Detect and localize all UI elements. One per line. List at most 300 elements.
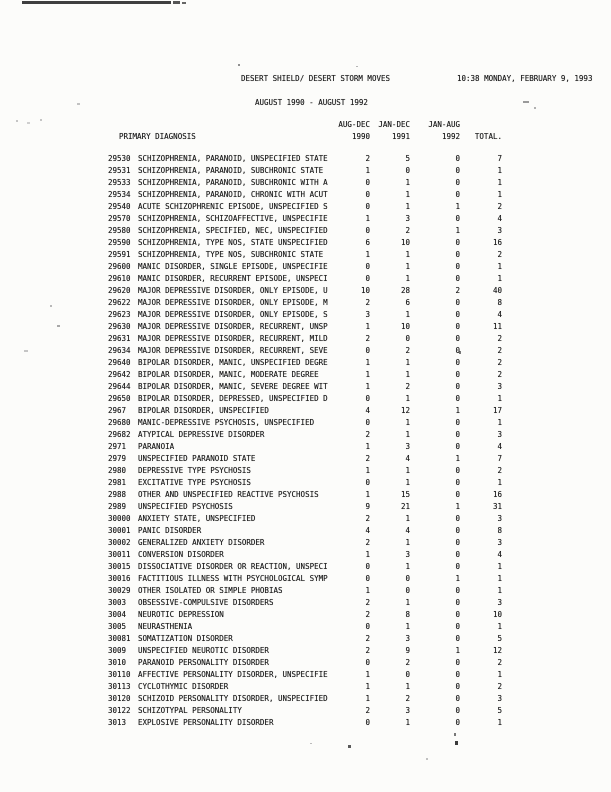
value-jan-dec-1991: 2 [405,382,410,391]
value-jan-dec-1991: 3 [405,706,410,715]
value-jan-aug-1992: 1 [455,502,460,511]
column-header-jan-dec: JAN-DEC [378,121,410,129]
diagnosis-code: 29630 [108,322,131,331]
value-jan-aug-1992: 2 [455,286,460,295]
diagnosis-code: 3004 [108,610,127,619]
diagnosis-code: 29570 [108,214,131,223]
diagnosis-code: 29540 [108,202,131,211]
value-jan-dec-1991: 0 [405,670,410,679]
value-aug-dec-1990: 0 [365,346,370,355]
value-jan-aug-1992: 0 [455,358,460,367]
value-jan-aug-1992: 0 [455,334,460,343]
scan-speck [310,743,312,744]
value-jan-dec-1991: 3 [405,550,410,559]
value-jan-aug-1992: 0 [455,718,460,727]
value-aug-dec-1990: 1 [365,358,370,367]
value-total: 4 [497,550,502,559]
value-aug-dec-1990: 2 [365,334,370,343]
diagnosis-label: SCHIZOTYPAL PERSONALITY [138,706,242,715]
value-total: 2 [497,370,502,379]
value-jan-aug-1992: 0 [455,430,460,439]
diagnosis-label: SOMATIZATION DISORDER [138,634,233,643]
diagnosis-label: SCHIZOPHRENIA, TYPE NOS, SUBCHRONIC STATE [138,250,324,259]
value-aug-dec-1990: 1 [365,550,370,559]
value-jan-dec-1991: 4 [405,454,410,463]
diagnosis-code: 29682 [108,430,131,439]
scan-speck [523,101,529,103]
value-jan-aug-1992: 0 [455,382,460,391]
value-aug-dec-1990: 2 [365,634,370,643]
diagnosis-label: ACUTE SCHIZOPHRENIC EPISODE, UNSPECIFIED S [138,202,328,211]
spacer [108,121,138,129]
value-jan-aug-1992: 0 [455,166,460,175]
column-header-total-line1 [460,121,502,129]
table-row [108,561,502,573]
value-total: 31 [492,502,502,511]
value-total: 3 [497,430,502,439]
value-total: 2 [497,682,502,691]
diagnosis-code: 29533 [108,178,131,187]
value-aug-dec-1990: 0 [365,202,370,211]
table-row [108,585,502,597]
value-jan-aug-1992: 0 [455,214,460,223]
value-total: 3 [497,598,502,607]
diagnosis-label: UNSPECIFIED PSYCHOSIS [138,502,233,511]
diagnosis-label: PARANOID PERSONALITY DISORDER [138,658,269,667]
table-row [108,525,502,537]
value-total: 11 [492,322,502,331]
value-total: 7 [497,454,502,463]
value-jan-aug-1992: 0 [455,178,460,187]
scan-speck [454,733,456,736]
diagnosis-label: GENERALIZED ANXIETY DISORDER [138,538,265,547]
diagnosis-code: 3013 [108,718,127,727]
value-jan-aug-1992: 1 [455,406,460,415]
diagnosis-label: MAJOR DEPRESSIVE DISORDER, ONLY EPISODE, U [138,286,328,295]
diagnosis-code: 30000 [108,514,131,523]
value-jan-aug-1992: 0 [455,190,460,199]
diagnosis-label: ATYPICAL DEPRESSIVE DISORDER [138,430,265,439]
diagnosis-label: DISSOCIATIVE DISORDER OR REACTION, UNSPECI [138,562,328,571]
value-aug-dec-1990: 2 [365,538,370,547]
diagnosis-code: 2967 [108,406,127,415]
value-aug-dec-1990: 9 [365,502,370,511]
value-jan-aug-1992: 0 [455,682,460,691]
value-jan-dec-1991: 1 [405,178,410,187]
table-row [108,261,502,273]
diagnosis-code: 2980 [108,466,127,475]
diagnosis-label: SCHIZOPHRENIA, SCHIZOAFFECTIVE, UNSPECIFIE [138,214,328,223]
diagnosis-label: UNSPECIFIED PARANOID STATE [138,454,256,463]
value-jan-dec-1991: 1 [405,514,410,523]
diagnosis-code: 30016 [108,574,131,583]
table-row [108,465,502,477]
diagnosis-label: SCHIZOID PERSONALITY DISORDER, UNSPECIFIED [138,694,328,703]
diagnosis-code: 30001 [108,526,131,535]
value-jan-aug-1992: 0 [455,526,460,535]
scan-speck [40,119,42,121]
spacer [138,121,330,129]
value-total: 3 [497,538,502,547]
value-jan-aug-1992: 0 [455,586,460,595]
value-jan-aug-1992: 0 [455,634,460,643]
value-jan-aug-1992: 0 [455,478,460,487]
diagnosis-label: CONVERSION DISORDER [138,550,224,559]
table-row [108,705,502,717]
value-aug-dec-1990: 0 [365,658,370,667]
value-jan-dec-1991: 5 [405,154,410,163]
value-aug-dec-1990: 1 [365,370,370,379]
value-total: 1 [497,262,502,271]
value-jan-dec-1991: 2 [405,346,410,355]
value-aug-dec-1990: 0 [365,478,370,487]
diagnosis-label: MAJOR DEPRESSIVE DISORDER, RECURRENT, MILD [138,334,328,343]
value-aug-dec-1990: 1 [365,586,370,595]
diagnosis-code: 30113 [108,682,131,691]
scan-speck [77,103,80,105]
diagnosis-label: MAJOR DEPRESSIVE DISORDER, RECURRENT, UNSP [138,322,328,331]
diagnosis-label: NEURASTHENIA [138,622,193,631]
diagnosis-code: 3010 [108,658,127,667]
value-jan-aug-1992: 0 [455,370,460,379]
value-aug-dec-1990: 2 [365,610,370,619]
value-jan-dec-1991: 1 [405,274,410,283]
table-row [108,177,502,189]
value-aug-dec-1990: 1 [365,250,370,259]
table-row [108,237,502,249]
diagnosis-label: DEPRESSIVE TYPE PSYCHOSIS [138,466,251,475]
scan-speck [455,741,458,745]
diagnosis-code: 29680 [108,418,131,427]
value-total: 2 [497,466,502,475]
value-jan-dec-1991: 9 [405,646,410,655]
value-aug-dec-1990: 0 [365,418,370,427]
diagnosis-code: 3009 [108,646,127,655]
value-total: 2 [497,202,502,211]
value-jan-dec-1991: 2 [405,658,410,667]
column-header-total: TOTAL. [474,133,502,141]
table-row [108,597,502,609]
value-total: 1 [497,586,502,595]
value-jan-aug-1992: 0 [455,622,460,631]
diagnosis-code: 2979 [108,454,127,463]
diagnosis-code: 29531 [108,166,131,175]
diagnosis-label: ANXIETY STATE, UNSPECIFIED [138,514,256,523]
diagnosis-label: OTHER ISOLATED OR SIMPLE PHOBIAS [138,586,283,595]
value-jan-dec-1991: 10 [400,322,410,331]
diagnosis-label: PARANOIA [138,442,175,451]
table-row [108,225,502,237]
value-total: 5 [497,706,502,715]
value-total: 1 [497,574,502,583]
diagnosis-code: 29610 [108,274,131,283]
value-jan-dec-1991: 1 [405,418,410,427]
value-aug-dec-1990: 0 [365,718,370,727]
diagnosis-code: 29622 [108,298,131,307]
value-aug-dec-1990: 0 [365,226,370,235]
value-jan-dec-1991: 0 [405,166,410,175]
diagnosis-code: 29534 [108,190,131,199]
value-total: 7 [497,154,502,163]
value-total: 1 [497,562,502,571]
table-row [108,717,502,729]
value-total: 1 [497,178,502,187]
value-jan-dec-1991: 1 [405,718,410,727]
value-jan-aug-1992: 1 [455,202,460,211]
value-aug-dec-1990: 2 [365,598,370,607]
diagnosis-label: MAJOR DEPRESSIVE DISORDER, RECURRENT, SEVE [138,346,328,355]
scan-speck [16,120,18,122]
diagnosis-code: 2971 [108,442,127,451]
value-jan-dec-1991: 1 [405,262,410,271]
table-row [108,609,502,621]
scan-speck [182,2,186,4]
value-jan-dec-1991: 1 [405,358,410,367]
value-aug-dec-1990: 0 [365,274,370,283]
diagnosis-label: MAJOR DEPRESSIVE DISORDER, ONLY EPISODE, S [138,310,328,319]
diagnosis-code: 29580 [108,226,131,235]
value-jan-aug-1992: 0 [455,238,460,247]
diagnosis-label: OTHER AND UNSPECIFIED REACTIVE PSYCHOSIS [138,490,319,499]
diagnosis-code: 30011 [108,550,131,559]
value-aug-dec-1990: 10 [360,286,370,295]
diagnosis-label: SCHIZOPHRENIA, SPECIFIED, NEC, UNSPECIFIED [138,226,328,235]
table-row [108,189,502,201]
table-rows [108,153,502,729]
value-total: 2 [497,346,502,355]
diagnosis-code: 29600 [108,262,131,271]
value-total: 10 [492,610,502,619]
value-aug-dec-1990: 0 [365,622,370,631]
value-jan-aug-1992: 1 [455,574,460,583]
table-row [108,477,502,489]
scan-speck [348,745,351,748]
value-aug-dec-1990: 1 [365,490,370,499]
table-row [108,321,502,333]
value-jan-dec-1991: 1 [405,598,410,607]
diagnosis-code: 30120 [108,694,131,703]
report-timestamp: 10:38 MONDAY, FEBRUARY 9, 1993 [457,74,593,83]
diagnosis-label: BIPOLAR DISORDER, MANIC, SEVERE DEGREE WIT [138,382,328,391]
value-aug-dec-1990: 1 [365,166,370,175]
value-aug-dec-1990: 1 [365,682,370,691]
value-jan-aug-1992: 0 [455,466,460,475]
value-aug-dec-1990: 1 [365,442,370,451]
scan-speck [50,305,52,307]
value-jan-aug-1992: 0 [455,250,460,259]
scan-speck [356,66,358,67]
diagnosis-code: 30029 [108,586,131,595]
scan-speck [57,325,60,327]
value-aug-dec-1990: 1 [365,670,370,679]
diagnosis-label: SCHIZOPHRENIA, PARANOID, CHRONIC WITH ACUT [138,190,328,199]
table-row [108,573,502,585]
value-total: 3 [497,694,502,703]
column-header-1991: 1991 [391,133,410,141]
value-jan-aug-1992: 0 [455,394,460,403]
value-aug-dec-1990: 2 [365,298,370,307]
value-total: 16 [492,490,502,499]
diagnosis-label: UNSPECIFIED NEUROTIC DISORDER [138,646,269,655]
scan-speck [426,758,428,760]
value-aug-dec-1990: 3 [365,310,370,319]
diagnosis-label: AFFECTIVE PERSONALITY DISORDER, UNSPECIFIE [138,670,328,679]
table-row [108,381,502,393]
diagnosis-label: CYCLOTHYMIC DISORDER [138,682,229,691]
value-jan-dec-1991: 2 [405,226,410,235]
value-aug-dec-1990: 6 [365,238,370,247]
value-jan-dec-1991: 1 [405,370,410,379]
diagnosis-label: EXCITATIVE TYPE PSYCHOSIS [138,478,251,487]
value-total: 3 [497,514,502,523]
scan-speck [24,350,28,352]
value-aug-dec-1990: 1 [365,322,370,331]
value-jan-dec-1991: 4 [405,526,410,535]
value-aug-dec-1990: 2 [365,454,370,463]
value-aug-dec-1990: 1 [365,466,370,475]
value-jan-dec-1991: 1 [405,250,410,259]
diagnosis-code: 30110 [108,670,131,679]
value-total: 1 [497,190,502,199]
diagnosis-label: BIPOLAR DISORDER, UNSPECIFIED [138,406,269,415]
value-aug-dec-1990: 0 [365,394,370,403]
diagnosis-label: OBSESSIVE-COMPULSIVE DISORDERS [138,598,274,607]
value-jan-dec-1991: 28 [400,286,410,295]
value-jan-aug-1992: 1 [455,226,460,235]
scan-speck [238,64,240,66]
value-total: 17 [492,406,502,415]
table-row [108,681,502,693]
diagnosis-code: 2988 [108,490,127,499]
value-jan-dec-1991: 1 [405,478,410,487]
value-total: 16 [492,238,502,247]
diagnosis-code: 29650 [108,394,131,403]
value-total: 3 [497,382,502,391]
scan-speck [27,122,30,124]
diagnosis-label: SCHIZOPHRENIA, TYPE NOS, STATE UNSPECIFIED [138,238,328,247]
value-total: 1 [497,670,502,679]
column-headers-line1 [108,121,502,129]
value-jan-dec-1991: 2 [405,694,410,703]
table-row [108,417,502,429]
value-jan-aug-1992: 0 [455,274,460,283]
table-row [108,489,502,501]
diagnosis-code: 29530 [108,154,131,163]
value-jan-dec-1991: 0 [405,574,410,583]
value-jan-dec-1991: 8 [405,610,410,619]
diagnosis-label: BIPOLAR DISORDER, DEPRESSED, UNSPECIFIED D [138,394,328,403]
value-aug-dec-1990: 0 [365,574,370,583]
table-row [108,669,502,681]
value-jan-aug-1992: 0 [455,322,460,331]
value-aug-dec-1990: 0 [365,178,370,187]
diagnosis-code: 30122 [108,706,131,715]
scan-line [22,1,171,4]
value-aug-dec-1990: 1 [365,382,370,391]
value-jan-aug-1992: 0 [455,538,460,547]
table-row [108,453,502,465]
table-row [108,297,502,309]
table-row [108,273,502,285]
table-row [108,333,502,345]
value-jan-dec-1991: 1 [405,682,410,691]
diagnosis-label: BIPOLAR DISORDER, MANIC, UNSPECIFIED DEGRE [138,358,328,367]
value-jan-dec-1991: 12 [400,406,410,415]
value-total: 1 [497,394,502,403]
value-jan-aug-1992: 0 [455,694,460,703]
diagnosis-code: 29631 [108,334,131,343]
table-row [108,633,502,645]
scan-speck [173,1,180,4]
diagnosis-code: 30002 [108,538,131,547]
diagnosis-code: 29620 [108,286,131,295]
value-jan-aug-1992: 0 [455,346,460,355]
value-aug-dec-1990: 4 [365,526,370,535]
report-subtitle: AUGUST 1990 - AUGUST 1992 [255,98,368,107]
column-header-1990: 1990 [351,133,370,141]
value-jan-aug-1992: 0 [455,442,460,451]
diagnosis-code: 3005 [108,622,127,631]
value-jan-dec-1991: 1 [405,466,410,475]
value-jan-aug-1992: 0 [455,310,460,319]
value-aug-dec-1990: 2 [365,154,370,163]
value-total: 12 [492,646,502,655]
value-jan-aug-1992: 0 [455,298,460,307]
diagnosis-label: BIPOLAR DISORDER, MANIC, MODERATE DEGREE [138,370,319,379]
table-row [108,357,502,369]
value-aug-dec-1990: 4 [365,406,370,415]
value-jan-dec-1991: 3 [405,442,410,451]
value-jan-aug-1992: 0 [455,670,460,679]
diagnosis-label: FACTITIOUS ILLNESS WITH PSYCHOLOGICAL SYMP [138,574,328,583]
value-aug-dec-1990: 2 [365,706,370,715]
value-jan-dec-1991: 1 [405,310,410,319]
value-jan-dec-1991: 0 [405,334,410,343]
table-row [108,657,502,669]
value-jan-dec-1991: 3 [405,634,410,643]
value-jan-aug-1992: 0 [455,514,460,523]
value-jan-dec-1991: 1 [405,622,410,631]
table-row [108,165,502,177]
value-aug-dec-1990: 0 [365,262,370,271]
table-row [108,549,502,561]
column-header-aug-dec: AUG-DEC [338,121,370,129]
table-row [108,201,502,213]
diagnosis-label: EXPLOSIVE PERSONALITY DISORDER [138,718,274,727]
diagnosis-code: 29642 [108,370,131,379]
table-row [108,309,502,321]
value-jan-aug-1992: 1 [455,454,460,463]
value-total: 4 [497,310,502,319]
table-row [108,405,502,417]
value-jan-aug-1992: 0 [455,706,460,715]
value-total: 1 [497,274,502,283]
diagnosis-label: SCHIZOPHRENIA, PARANOID, UNSPECIFIED STATE [138,154,328,163]
value-jan-dec-1991: 1 [405,562,410,571]
table-row [108,153,502,165]
value-jan-dec-1991: 21 [400,502,410,511]
value-jan-aug-1992: 0 [455,550,460,559]
value-aug-dec-1990: 0 [365,190,370,199]
diagnosis-code: 29623 [108,310,131,319]
table-row [108,621,502,633]
value-jan-dec-1991: 1 [405,430,410,439]
value-total: 1 [497,478,502,487]
value-aug-dec-1990: 2 [365,646,370,655]
value-jan-dec-1991: 10 [400,238,410,247]
value-total: 40 [492,286,502,295]
value-jan-aug-1992: 0 [455,262,460,271]
